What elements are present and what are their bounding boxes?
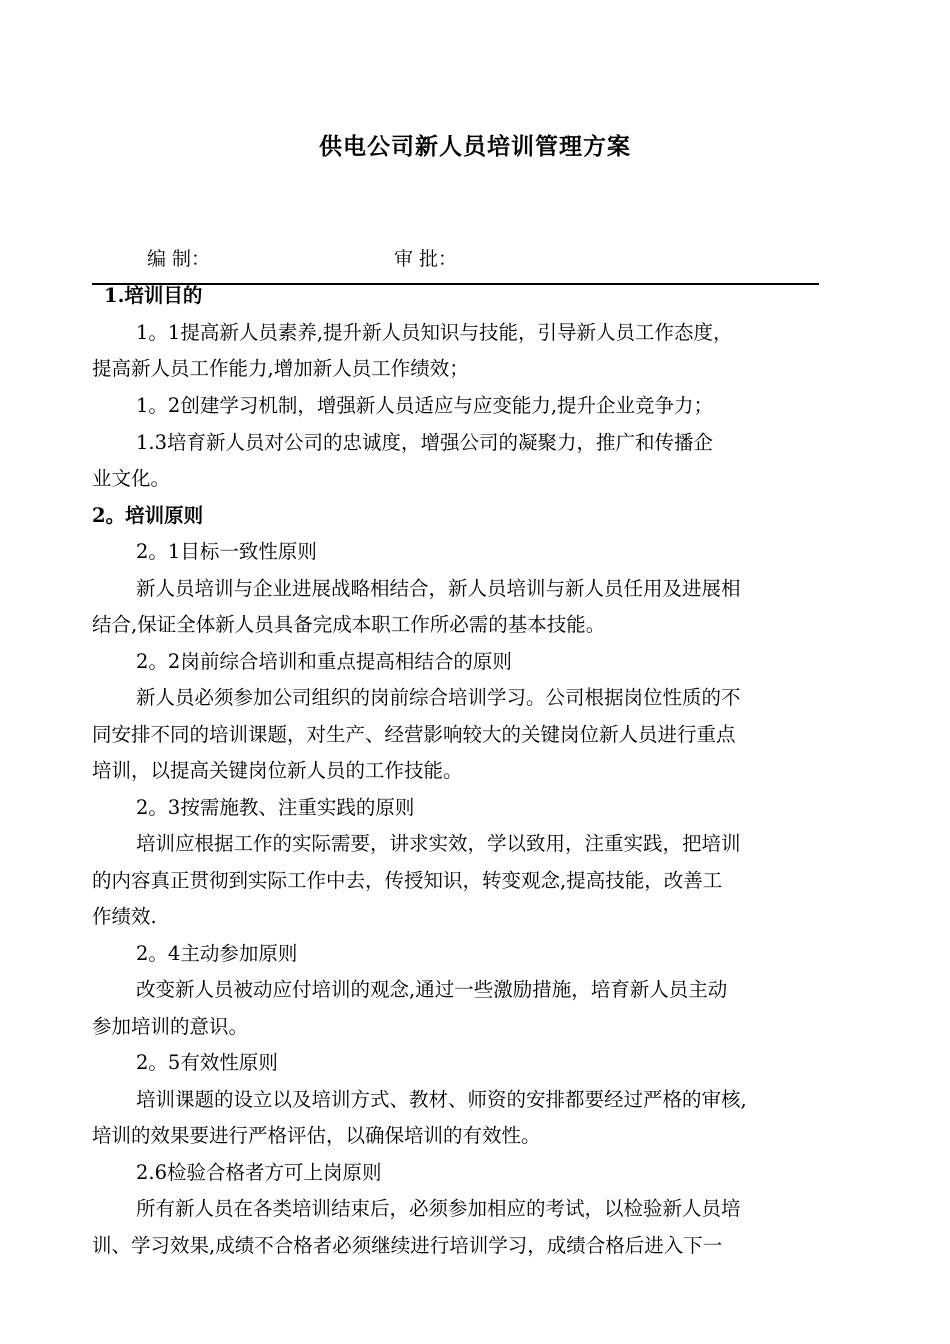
paragraph-line: 作绩效. — [92, 905, 157, 928]
section-heading-1: 1.培训目的 — [104, 284, 203, 307]
paragraph-line: 培训应根据工作的实际需要，讲求实效，学以致用，注重实践，把培训 — [136, 832, 741, 855]
paragraph-line: 同安排不同的培训课题，对生产、经营影响较大的关键岗位新人员进行重点 — [92, 723, 736, 746]
paragraph-line: 培训，以提高关键岗位新人员的工作技能。 — [92, 759, 463, 782]
paragraph-line: 训、学习效果,成绩不合格者必须继续进行培训学习，成绩合格后进入下一 — [92, 1234, 723, 1257]
paragraph-line: 的内容真正贯彻到实际工作中去，传授知识，转变观念,提高技能，改善工 — [92, 869, 723, 892]
paragraph-line: 1.3培育新人员对公司的忠诚度，增强公司的凝聚力，推广和传播企 — [136, 431, 714, 454]
approve-label: 审 批： — [394, 248, 458, 270]
paragraph-line: 新人员培训与企业进展战略相结合，新人员培训与新人员任用及进展相 — [136, 577, 741, 600]
paragraph-line: 所有新人员在各类培训结束后，必须参加相应的考试，以检验新人员培 — [136, 1197, 741, 1220]
compile-label: 编 制： — [147, 248, 211, 270]
subsection-heading: 2。3按需施教、注重实践的原则 — [136, 796, 415, 819]
paragraph-line: 业文化。 — [92, 467, 171, 490]
paragraph-line: 参加培训的意识。 — [92, 1015, 249, 1038]
subsection-heading: 2.6检验合格者方可上岗原则 — [136, 1161, 382, 1184]
paragraph-line: 新人员必须参加公司组织的岗前综合培训学习。公司根据岗位性质的不 — [136, 686, 741, 709]
subsection-heading: 2。1目标一致性原则 — [136, 540, 317, 563]
paragraph-line: 结合,保证全体新人员具备完成本职工作所必需的基本技能。 — [92, 613, 606, 636]
document-title: 供电公司新人员培训管理方案 — [319, 133, 631, 160]
paragraph-line: 培训课题的设立以及培训方式、教材、师资的安排都要经过严格的审核, — [136, 1088, 747, 1111]
subsection-heading: 2。4主动参加原则 — [136, 942, 298, 965]
paragraph-line: 1。1提高新人员素养,提升新人员知识与技能，引导新人员工作态度， — [136, 321, 733, 344]
subsection-heading: 2。5有效性原则 — [136, 1051, 278, 1074]
paragraph-line: 改变新人员被动应付培训的观念,通过一些激励措施，培育新人员主动 — [136, 978, 728, 1001]
paragraph-line: 培训的效果要进行严格评估，以确保培训的有效性。 — [92, 1124, 541, 1147]
section-heading-2: 2。培训原则 — [92, 504, 204, 527]
subsection-heading: 2。2岗前综合培训和重点提高相结合的原则 — [136, 650, 512, 673]
paragraph-line: 提高新人员工作能力,增加新人员工作绩效； — [92, 357, 469, 380]
paragraph-line: 1。2创建学习机制，增强新人员适应与应变能力,提升企业竞争力； — [136, 394, 714, 417]
